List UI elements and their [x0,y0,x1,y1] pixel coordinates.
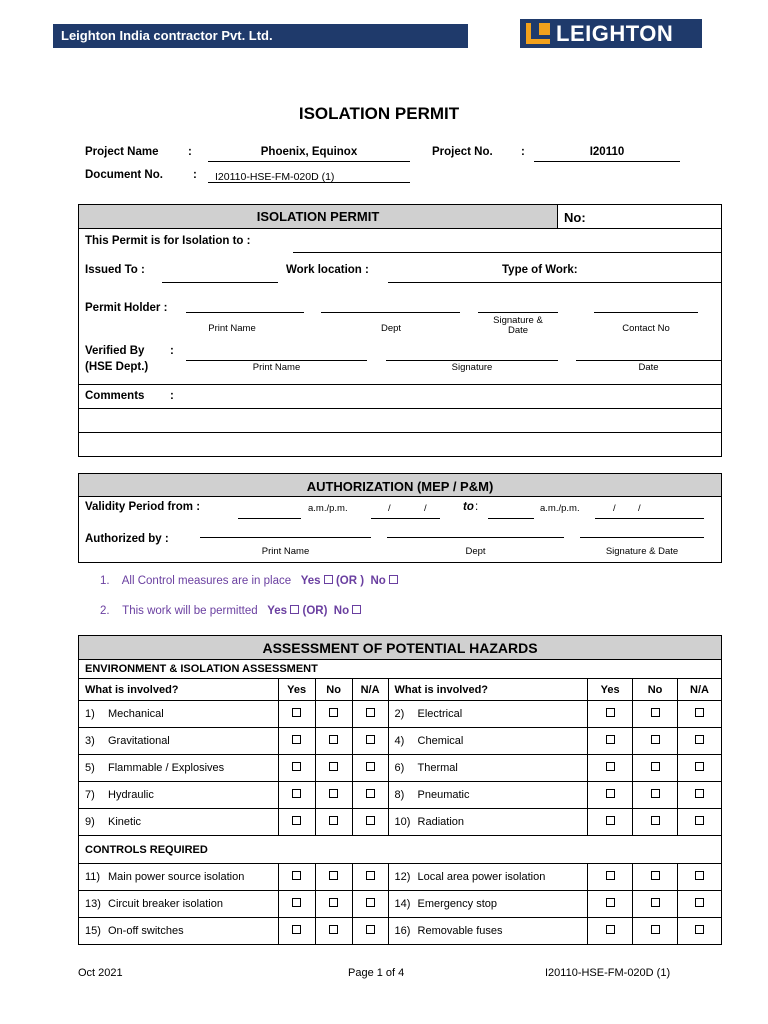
hazard-item [388,809,588,836]
ab-print-name-caption: Print Name [261,546,310,557]
divider [79,496,721,497]
checkbox-cell [352,755,388,782]
checkbox-cell [315,918,352,945]
hazard-item [388,728,588,755]
hazard-item [79,918,279,945]
checkbox-cell [588,864,633,891]
hazard-item [388,782,588,809]
vb-signature-caption: Signature [451,362,493,373]
ph-dept-field[interactable] [321,312,460,313]
yes-option-label: Yes [300,575,321,587]
yes-checkbox[interactable] [606,816,615,825]
na-checkbox[interactable] [366,735,375,744]
table-row [79,891,722,918]
checkbox-cell [588,701,633,728]
item-label: Main power source isolation [108,871,245,883]
na-checkbox[interactable] [695,789,704,798]
no-checkbox[interactable] [651,816,660,825]
ab-signature-field[interactable] [580,537,704,538]
ampm-from: a.m./p.m. [308,503,348,514]
checkbox-cell [678,918,722,945]
item-label: Local area power isolation [417,871,546,883]
footer-page: Page 1 of 4 [348,967,405,979]
checkbox-cell [278,891,315,918]
checkbox-cell [278,701,315,728]
yes-checkbox[interactable] [606,762,615,771]
checkbox-cell [633,891,678,918]
na-checkbox[interactable] [695,898,704,907]
hse-dept-label: (HSE Dept.) [85,361,149,373]
ab-print-name-field[interactable] [200,537,371,538]
hazard-item [388,701,588,728]
validity-period-label: Validity Period from : [85,501,201,513]
question-number: 2. [100,605,110,617]
item-label: Hydraulic [108,789,154,801]
env-assessment-heading: ENVIRONMENT & ISOLATION ASSESSMENT [79,660,722,679]
colon: : [188,146,192,158]
item-label: Thermal [417,762,458,774]
yes-checkbox[interactable] [290,605,299,614]
checkbox-cell [352,891,388,918]
na-checkbox[interactable] [366,925,375,934]
item-number: 8) [394,789,405,801]
project-name-label: Project Name [85,146,159,158]
checkbox-cell [633,918,678,945]
hazard-item [79,728,279,755]
item-label: Flammable / Explosives [108,762,225,774]
checkbox-cell [588,728,633,755]
validity-to-date-field[interactable] [595,518,704,519]
validity-from-time-field[interactable] [238,518,301,519]
checkbox-cell [278,809,315,836]
hazard-item [388,891,588,918]
item-label: Pneumatic [417,789,470,801]
yes-checkbox[interactable] [606,735,615,744]
yes-checkbox[interactable] [292,708,301,717]
validity-to-time-field[interactable] [488,518,534,519]
yes-checkbox[interactable] [606,708,615,717]
ab-sig-date-caption: Signature & Date [605,546,679,557]
item-number: 11) [85,871,101,883]
hazard-item [79,809,279,836]
item-number: 9) [85,816,95,828]
checkbox-cell [633,728,678,755]
no-checkbox[interactable] [329,735,338,744]
table-row [79,809,722,836]
yes-checkbox[interactable] [324,575,333,584]
ab-dept-caption: Dept [465,546,486,557]
question-text: All Control measures are in place [121,575,292,587]
no-checkbox[interactable] [329,708,338,717]
checkbox-cell [315,782,352,809]
colon: : [170,345,174,357]
yes-checkbox[interactable] [606,871,615,880]
checkbox-cell [633,755,678,782]
table-row [79,864,722,891]
verified-by-label: Verified By [85,345,145,357]
checkbox-cell [352,782,388,809]
hazard-item [388,755,588,782]
checkbox-cell [678,809,722,836]
ph-signature-caption: Signature & [493,315,543,326]
na-checkbox[interactable] [695,708,704,717]
project-name-value[interactable]: Phoenix, Equinox [208,146,410,162]
item-label: Mechanical [108,708,164,720]
yes-checkbox[interactable] [292,762,301,771]
checkbox-cell [588,782,633,809]
checkbox-cell [352,864,388,891]
checkbox-cell [588,891,633,918]
question-2 [100,605,361,617]
ph-print-name-caption: Print Name [208,323,256,334]
issued-to-label: Issued To : [85,264,145,276]
vb-print-name-field[interactable] [186,360,367,361]
checkbox-cell [278,864,315,891]
project-no-value[interactable]: I20110 [534,146,680,162]
item-number: 1) [85,708,95,720]
checkbox-cell [315,809,352,836]
col-no: No [315,679,352,701]
isolation-to-label: This Permit is for Isolation to : [85,235,251,247]
item-number: 15) [85,925,101,937]
na-checkbox[interactable] [366,708,375,717]
hazards-table [78,635,722,945]
item-label: Emergency stop [417,898,497,910]
colon: : [170,390,174,402]
logo-text: LEIGHTON [556,21,674,46]
checkbox-cell [278,755,315,782]
item-number: 12) [394,871,411,883]
item-number: 2) [394,708,405,720]
checkbox-cell [678,728,722,755]
leighton-logo [520,19,702,48]
no-option-label: No [333,605,350,617]
hazard-item [388,918,588,945]
ph-print-name-field[interactable] [186,312,304,313]
colon: : [475,501,479,513]
item-label: Removable fuses [417,925,503,937]
checkbox-cell [352,918,388,945]
item-number: 4) [394,735,405,747]
project-no-label: Project No. [432,146,493,158]
item-number: 3) [85,735,95,747]
divider [557,205,558,228]
ph-signature-field[interactable] [478,312,558,313]
document-no-value[interactable]: I20110-HSE-FM-020D (1) [208,171,410,183]
vb-date-caption: Date [638,362,659,373]
no-checkbox[interactable] [651,789,660,798]
checkbox-cell [678,891,722,918]
item-number: 10) [394,816,411,828]
vb-signature-field[interactable] [386,360,558,361]
na-checkbox[interactable] [695,762,704,771]
col-yes: Yes [588,679,633,701]
item-label: Circuit breaker isolation [108,898,223,910]
no-checkbox[interactable] [651,708,660,717]
item-number: 16) [394,925,411,937]
yes-checkbox[interactable] [606,925,615,934]
checkbox-cell [588,755,633,782]
no-checkbox[interactable] [329,871,338,880]
authorized-by-label: Authorized by : [85,533,169,545]
yes-checkbox[interactable] [606,898,615,907]
na-checkbox[interactable] [366,898,375,907]
no-checkbox[interactable] [329,816,338,825]
comments-line-2[interactable] [79,432,721,433]
yes-checkbox[interactable] [606,789,615,798]
checkbox-cell [352,809,388,836]
item-number: 7) [85,789,95,801]
date-slash: / [388,503,391,514]
col-na: N/A [352,679,388,701]
colon: : [521,146,525,158]
checkbox-cell [352,728,388,755]
to-label: to [463,501,474,513]
col-no: No [633,679,678,701]
checkbox-cell [633,782,678,809]
checkbox-cell [315,864,352,891]
hazard-item [79,782,279,809]
no-checkbox[interactable] [329,925,338,934]
no-checkbox[interactable] [651,735,660,744]
na-checkbox[interactable] [695,871,704,880]
comments-label: Comments [85,390,145,402]
yes-checkbox[interactable] [292,816,301,825]
na-checkbox[interactable] [695,735,704,744]
question-1 [100,575,398,587]
colon: : [193,169,197,181]
ph-date-caption: Date [507,325,529,336]
isolation-to-field[interactable] [293,252,721,253]
checkbox-cell [352,701,388,728]
col-what-involved: What is involved? [79,679,279,701]
na-checkbox[interactable] [366,871,375,880]
question-text: This work will be permitted [122,605,258,617]
no-checkbox[interactable] [329,789,338,798]
na-checkbox[interactable] [695,816,704,825]
type-of-work-label: Type of Work: [502,264,578,276]
ampm-to: a.m./p.m. [540,503,580,514]
checkbox-cell [315,728,352,755]
leighton-logo-icon [526,23,550,44]
ab-dept-field[interactable] [387,537,564,538]
question-number: 1. [100,575,110,587]
item-label: Chemical [417,735,464,747]
no-checkbox[interactable] [389,575,398,584]
hazards-heading: ASSESSMENT OF POTENTIAL HAZARDS [79,636,722,660]
checkbox-cell [633,809,678,836]
item-number: 5) [85,762,95,774]
checkbox-cell [315,701,352,728]
date-slash: / [638,503,641,514]
no-option-label: No [370,575,386,587]
permit-heading: ISOLATION PERMIT [256,209,380,224]
ph-contact-field[interactable] [594,312,698,313]
work-location-field[interactable] [388,282,721,283]
yes-checkbox[interactable] [292,789,301,798]
ph-contact-caption: Contact No [622,323,670,334]
item-number: 14) [394,898,411,910]
na-checkbox[interactable] [695,925,704,934]
no-checkbox[interactable] [651,762,660,771]
na-checkbox[interactable] [366,762,375,771]
comments-line-1[interactable] [79,408,721,409]
table-row [79,701,722,728]
na-checkbox[interactable] [366,816,375,825]
checkbox-cell [633,864,678,891]
no-checkbox[interactable] [352,605,361,614]
hazard-item [79,864,279,891]
footer-date: Oct 2021 [78,967,123,979]
table-row [79,918,722,945]
no-checkbox[interactable] [651,898,660,907]
item-number: 6) [394,762,405,774]
checkbox-cell [588,809,633,836]
company-banner: Leighton India contractor Pvt. Ltd. [53,24,468,48]
checkbox-cell [678,864,722,891]
vb-date-field[interactable] [576,360,721,361]
or-label: (OR) [302,605,328,617]
ph-dept-caption: Dept [380,323,402,334]
permit-holder-label: Permit Holder : [85,302,168,314]
item-label: Gravitational [108,735,170,747]
validity-from-date-field[interactable] [371,518,440,519]
footer-doc-number: I20110-HSE-FM-020D (1) [545,967,671,979]
item-number: 13) [85,898,101,910]
yes-option-label: Yes [267,605,288,617]
yes-checkbox[interactable] [292,735,301,744]
checkbox-cell [315,755,352,782]
controls-heading: CONTROLS REQUIRED [79,836,722,864]
hazard-item [79,701,279,728]
checkbox-cell [678,755,722,782]
date-slash: / [613,503,616,514]
yes-checkbox[interactable] [292,925,301,934]
checkbox-cell [315,891,352,918]
no-checkbox[interactable] [651,871,660,880]
item-label: Radiation [417,816,464,828]
or-label: (OR ) [335,575,365,587]
item-label: On-off switches [108,925,184,937]
na-checkbox[interactable] [366,789,375,798]
no-checkbox[interactable] [329,762,338,771]
yes-checkbox[interactable] [292,898,301,907]
divider [79,228,721,229]
authorization-heading: AUTHORIZATION (MEP / P&M) [306,479,494,494]
page-title: ISOLATION PERMIT [298,104,460,123]
table-row [79,782,722,809]
table-row [79,728,722,755]
permit-no-label: No: [564,210,586,225]
work-location-label: Work location : [286,264,369,276]
table-row [79,755,722,782]
divider [79,384,721,385]
checkbox-cell [678,782,722,809]
col-what-involved: What is involved? [388,679,588,701]
hazard-item [388,864,588,891]
checkbox-cell [678,701,722,728]
hazard-item [79,755,279,782]
yes-checkbox[interactable] [292,871,301,880]
item-label: Kinetic [108,816,142,828]
item-label: Electrical [417,708,463,720]
no-checkbox[interactable] [329,898,338,907]
checkbox-cell [278,918,315,945]
vb-print-name-caption: Print Name [252,362,301,373]
date-slash: / [424,503,427,514]
col-na: N/A [678,679,722,701]
hazard-item [79,891,279,918]
checkbox-cell [278,782,315,809]
col-yes: Yes [278,679,315,701]
document-no-label: Document No. [85,169,163,181]
no-checkbox[interactable] [651,925,660,934]
checkbox-cell [588,918,633,945]
checkbox-cell [633,701,678,728]
checkbox-cell [278,728,315,755]
issued-to-field[interactable] [162,282,278,283]
